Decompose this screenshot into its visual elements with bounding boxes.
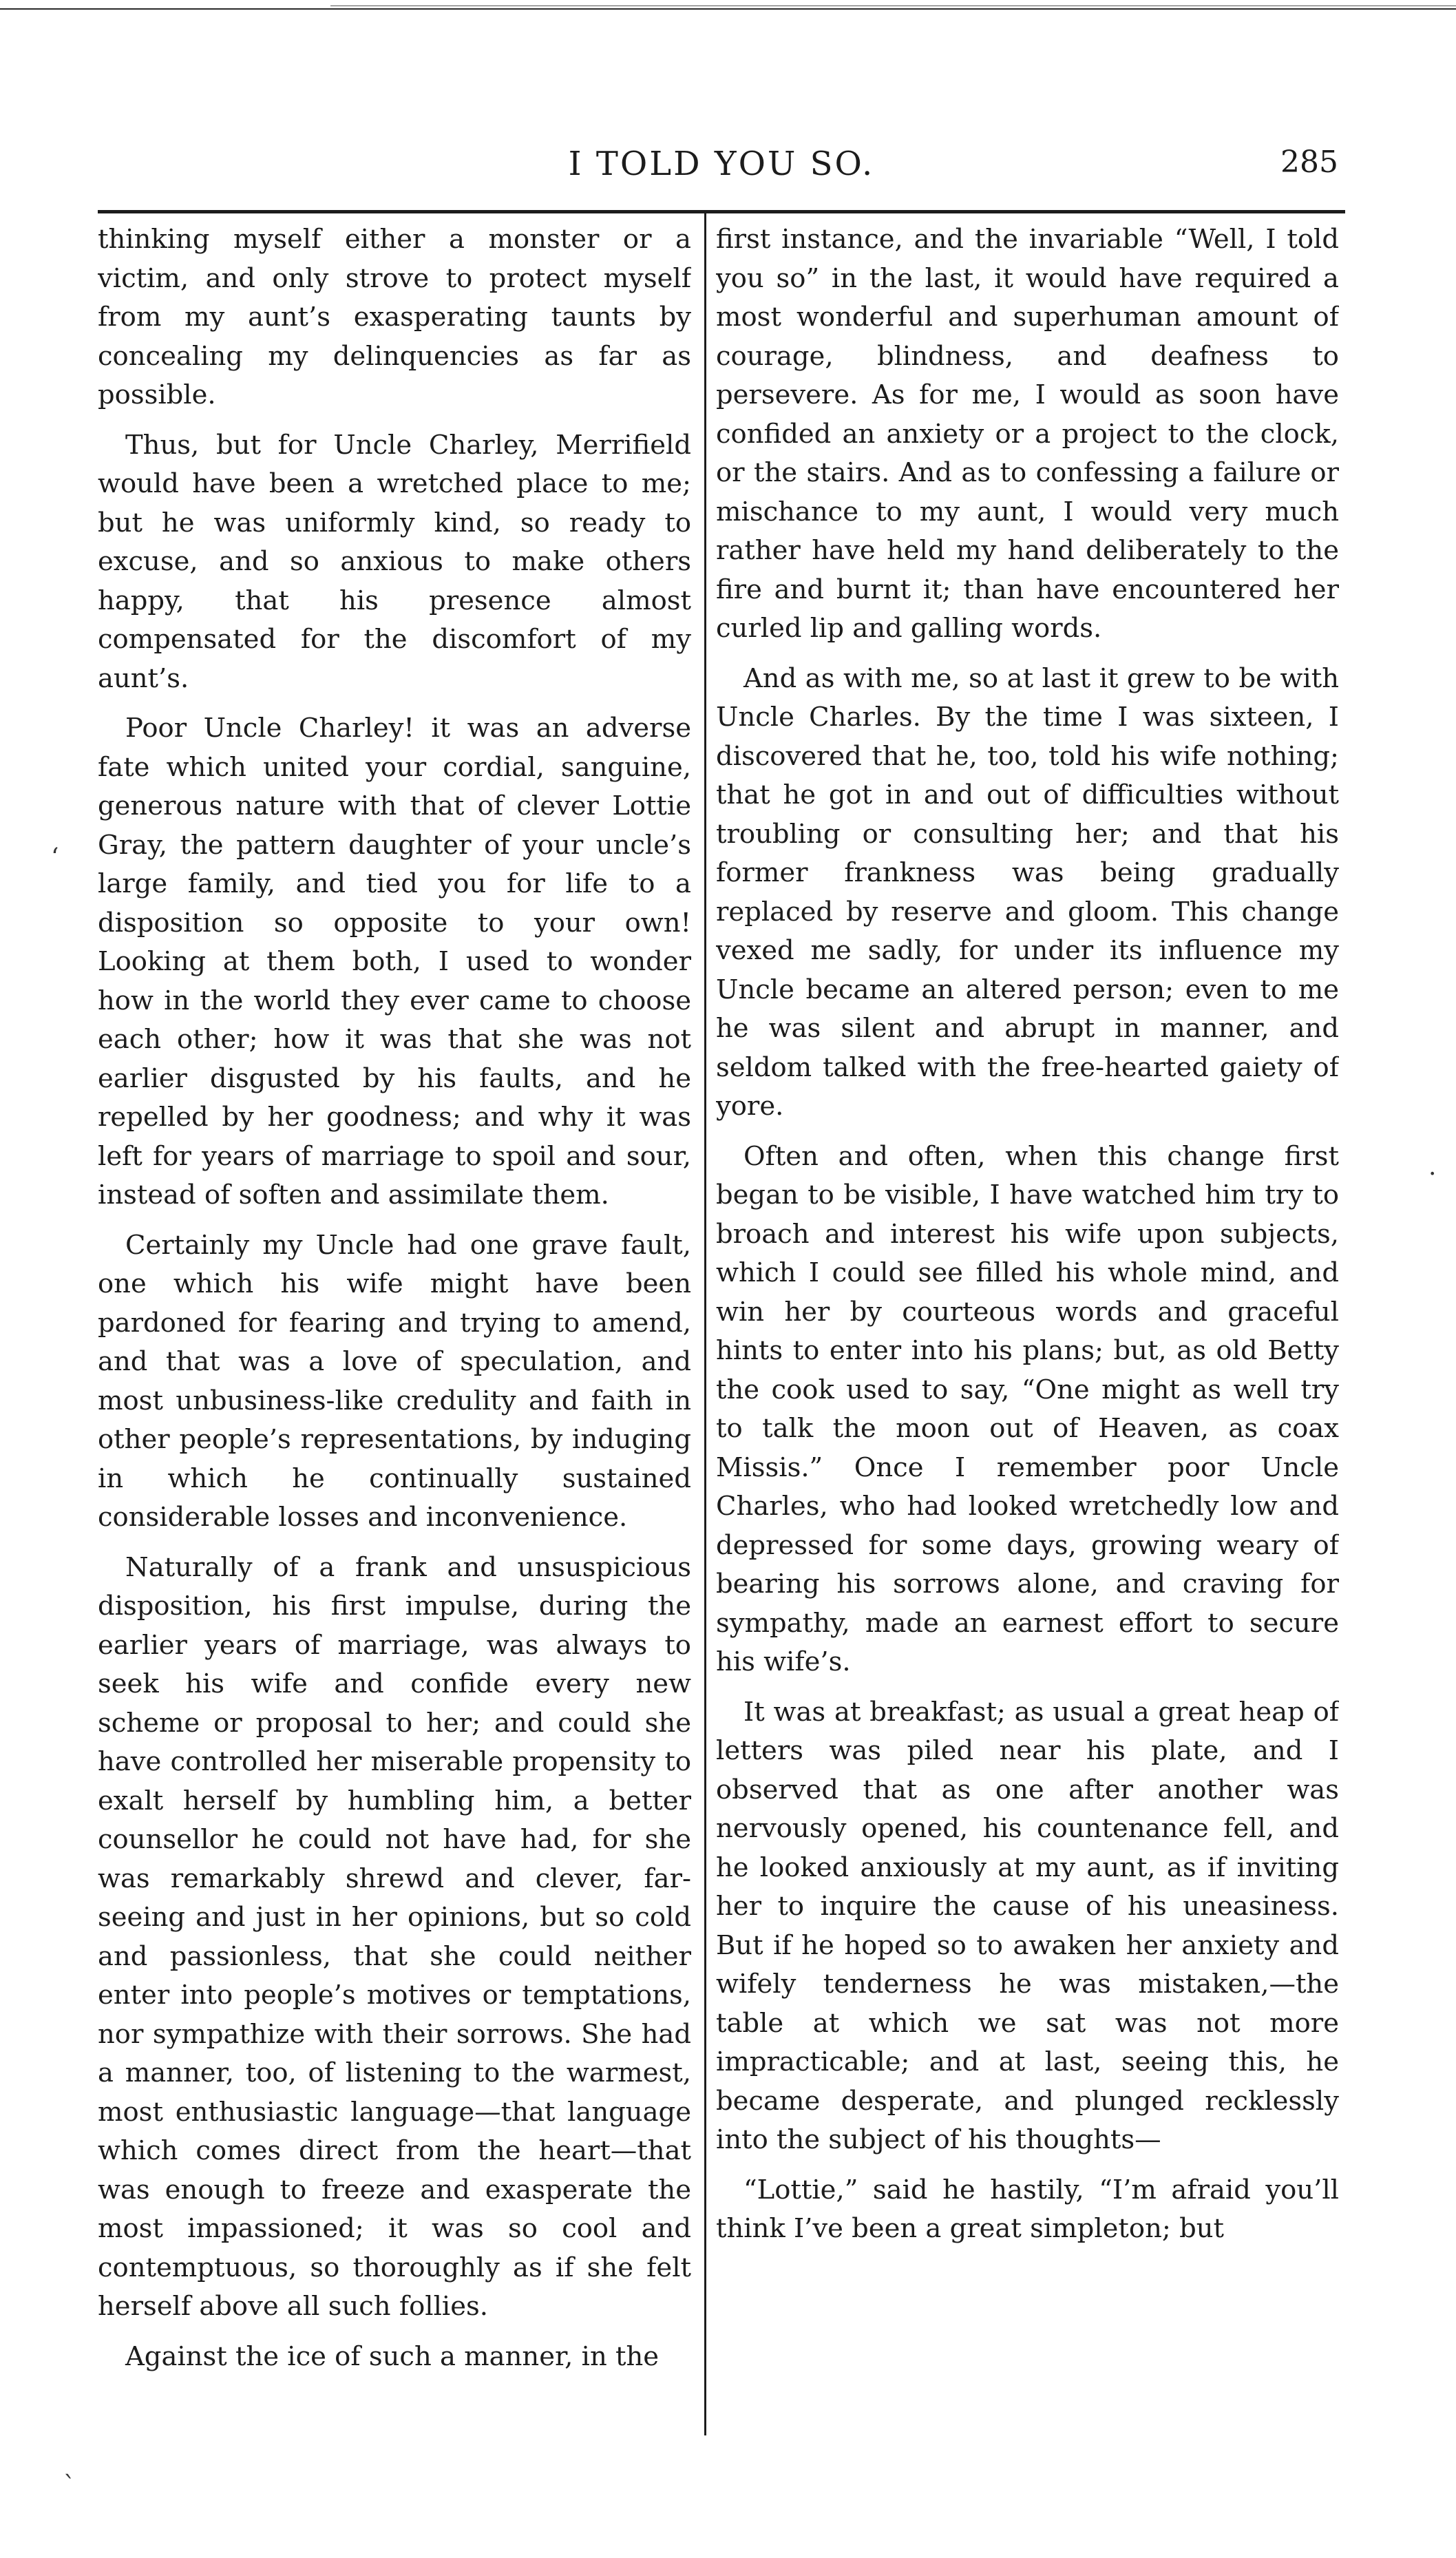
scan-speck: ˋ [63, 2472, 76, 2500]
page-top-edge [0, 0, 1456, 10]
paragraph: It was at breakfast; as usual a great heap of letters was piled near his plate, and I observed that as one after another was nervously opened, his countenance fell, and he looked anxiously at my aunt, as if inviting her to inquire the cause of his uneasiness. But if he hoped so to awaken her anxiety and wifely tenderness he was mistaken,—the table at which we sat was not more impracticable; and at last, seeing this, he became desperate, and plunged recklessly into the subject of his thoughts— [716, 1696, 1339, 2155]
page-number: 285 [1280, 145, 1338, 180]
paragraph: thinking myself either a monster or a victim, and only strove to protect myself from my aunt’s exasperating taunts by concealing my delinquencies as far as possible. [98, 224, 691, 410]
paragraph: Thus, but for Uncle Charley, Merrifield would have been a wretched place to me; but he was uniformly kind, so ready to excuse, and so anxious to make others happy, that his presence almost compensated for the discomfort of my aunt’s. [98, 429, 691, 694]
paragraph: Often and often, when this change first began to be visible, I have watched him try to broach and interest his wife upon subjects, which I could see filled his whole mind, and win her by courteous words and graceful hints to enter into his plans; but, as old Betty the cook used to say, “One might as well try to talk the moon out of Heaven, as coax Missis.” Once I remember poor Uncle Charles, who had looked wretchedly low and depressed for some days, growing weary of bearing his sorrows alone, and craving for sympathy, made an earnest effort to secure his wife’s. [716, 1140, 1339, 1677]
running-title: I TOLD YOU SO. [568, 145, 875, 183]
left-column [98, 220, 691, 2444]
paragraph: Naturally of a frank and unsuspicious disposition, his first impulse, during the earlier years of marriage, was always to seek his wife and confide every new scheme or proposal to her; and could she have controlled her miserable propensity to exalt herself by humbling him, a better counsellor he could not have had, for she was remarkably shrewd and clever, far-seeing and just in her opinions, but so cold and passionless, that she could neither enter into people’s motives or temptations, nor sympathize with their sorrows. She had a manner, too, of listening to the warmest, most enthusiastic language—that language which comes direct from the heart—that was enough to freeze and exasperate the most impassioned; it was so cool and contemptuous, so thoroughly as if she felt herself above all such follies. [98, 1551, 691, 2322]
scan-speck: ‘ [51, 843, 59, 872]
right-column [716, 220, 1339, 2444]
paragraph: Poor Uncle Charley! it was an adverse fate which united your cordial, sanguine, generous nature with that of clever Lottie Gray, the pattern daughter of your uncle’s large family, and tied you for life to a disposition so opposite to your own! Looking at them both, I used to wonder how in the world they ever came to choose each other; how it was that she was not earlier disgusted by his faults, and he repelled by her goodness; and why it was left for years of marriage to spoil and sour, instead of soften and assimilate them. [98, 713, 691, 1210]
page-header [98, 145, 1345, 200]
paragraph: “Lottie,” said he hastily, “I’m afraid you’ll think I’ve been a great simpleton; but [716, 2174, 1339, 2244]
header-rule [98, 210, 1345, 213]
column-divider [704, 210, 706, 2435]
paragraph: Certainly my Uncle had one grave fault, one which his wife might have been pardoned for fearing and trying to amend, and that was a love of speculation, and most unbusiness-like credulity and faith in other people’s representations, by induging in which he continually sustained considerable losses and inconvenience. [98, 1229, 691, 1533]
paragraph: first instance, and the invariable “Well, I told you so” in the last, it would have required a most wonderful and superhuman amount of courage, blindness, and deafness to persevere. As for me, I would as soon have confided an anxiety or a project to the clock, or the stairs. And as to confessing a failure or mischance to my aunt, I would very much rather have held my hand deliberately to the fire and burnt it; than have encountered her curled lip and galling words. [716, 224, 1339, 644]
scan-speck: · [1428, 1160, 1437, 1188]
paragraph: Against the ice of such a manner, in the [125, 2340, 660, 2372]
paragraph: And as with me, so at last it grew to be with Uncle Charles. By the time I was sixteen, I discovered that he, too, told his wife nothing; that he got in and out of difficulties without troubling or consulting her; and that his former frankness was being gradually replaced by reserve and gloom. This change vexed me sadly, for under its influence my Uncle became an altered person; even to me he was silent and abrupt in manner, and seldom talked with the free-hearted gaiety of yore. [716, 662, 1339, 1122]
